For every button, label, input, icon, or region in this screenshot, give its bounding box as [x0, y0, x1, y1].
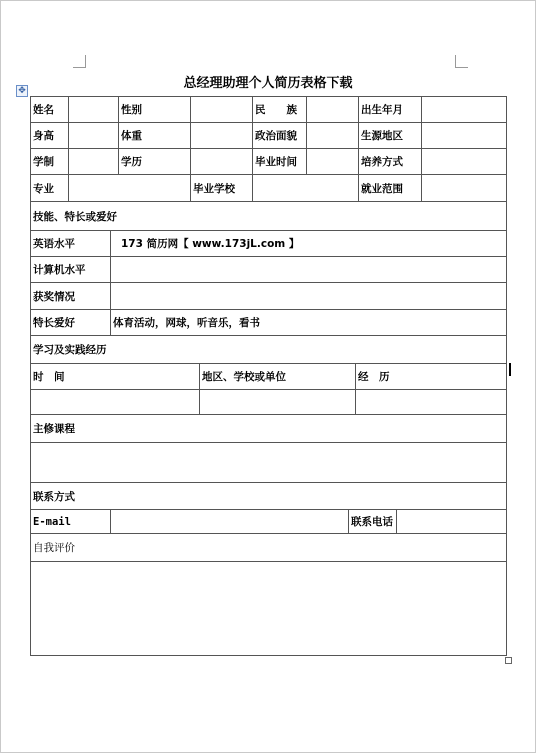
- label-height: 身高: [31, 123, 69, 149]
- value-email[interactable]: [111, 510, 349, 534]
- label-grad-school: 毕业学校: [191, 175, 253, 202]
- crop-mark-top-right: [455, 55, 468, 68]
- label-english: 英语水平: [31, 231, 111, 257]
- label-gender: 性别: [119, 97, 191, 123]
- value-computer[interactable]: [111, 257, 507, 283]
- section-courses: 主修课程: [31, 415, 507, 443]
- col-header-place: 地区、学校或单位: [200, 364, 356, 390]
- value-education[interactable]: [191, 149, 253, 175]
- label-major: 专业: [31, 175, 69, 202]
- value-origin[interactable]: [422, 123, 507, 149]
- value-courses[interactable]: [31, 443, 507, 483]
- crop-mark-top-left: [73, 55, 86, 68]
- value-birth[interactable]: [422, 97, 507, 123]
- label-political: 政治面貌: [253, 123, 307, 149]
- value-exp-time[interactable]: [31, 390, 200, 415]
- value-english[interactable]: 173 简历网【 www.173jL.com 】: [111, 231, 507, 257]
- value-political[interactable]: [307, 123, 359, 149]
- value-major[interactable]: [69, 175, 191, 202]
- resume-table: [30, 96, 507, 656]
- value-name[interactable]: [69, 97, 119, 123]
- table-move-handle-icon[interactable]: ✥: [16, 85, 28, 97]
- value-employment[interactable]: [422, 175, 507, 202]
- section-skills: 技能、特长或爱好: [31, 202, 507, 231]
- label-computer: 计算机水平: [31, 257, 111, 283]
- section-study-experience: 学习及实践经历: [31, 336, 507, 364]
- label-training: 培养方式: [359, 149, 422, 175]
- value-training[interactable]: [422, 149, 507, 175]
- label-email: E-mail: [31, 510, 111, 534]
- value-exp-experience[interactable]: [356, 390, 507, 415]
- value-exp-place[interactable]: [200, 390, 356, 415]
- section-self-evaluation: 自我评价: [31, 534, 507, 562]
- label-employment: 就业范围: [359, 175, 422, 202]
- document-title: 总经理助理个人简历表格下载: [183, 76, 353, 91]
- section-contact: 联系方式: [31, 483, 507, 510]
- value-awards[interactable]: [111, 283, 507, 310]
- label-ethnicity: 民 族: [253, 97, 307, 123]
- value-height[interactable]: [69, 123, 119, 149]
- value-grad-time[interactable]: [307, 149, 359, 175]
- label-birth: 出生年月: [359, 97, 422, 123]
- value-schooling[interactable]: [69, 149, 119, 175]
- label-education: 学历: [119, 149, 191, 175]
- label-name: 姓名: [31, 97, 69, 123]
- label-awards: 获奖情况: [31, 283, 111, 310]
- col-header-time: 时 间: [31, 364, 200, 390]
- value-ethnicity[interactable]: [307, 97, 359, 123]
- col-header-experience: 经 历: [356, 364, 507, 390]
- text-cursor: [509, 363, 511, 376]
- label-weight: 体重: [119, 123, 191, 149]
- value-grad-school[interactable]: [253, 175, 359, 202]
- value-phone[interactable]: [397, 510, 507, 534]
- label-origin: 生源地区: [359, 123, 422, 149]
- table-resize-handle[interactable]: [505, 657, 512, 664]
- label-schooling: 学制: [31, 149, 69, 175]
- label-phone: 联系电话: [349, 510, 397, 534]
- value-self-evaluation[interactable]: [31, 562, 507, 656]
- label-hobbies: 特长爱好: [31, 310, 111, 336]
- label-grad-time: 毕业时间: [253, 149, 307, 175]
- value-gender[interactable]: [191, 97, 253, 123]
- value-hobbies[interactable]: 体育活动，网球，听音乐，看书: [111, 310, 507, 336]
- value-weight[interactable]: [191, 123, 253, 149]
